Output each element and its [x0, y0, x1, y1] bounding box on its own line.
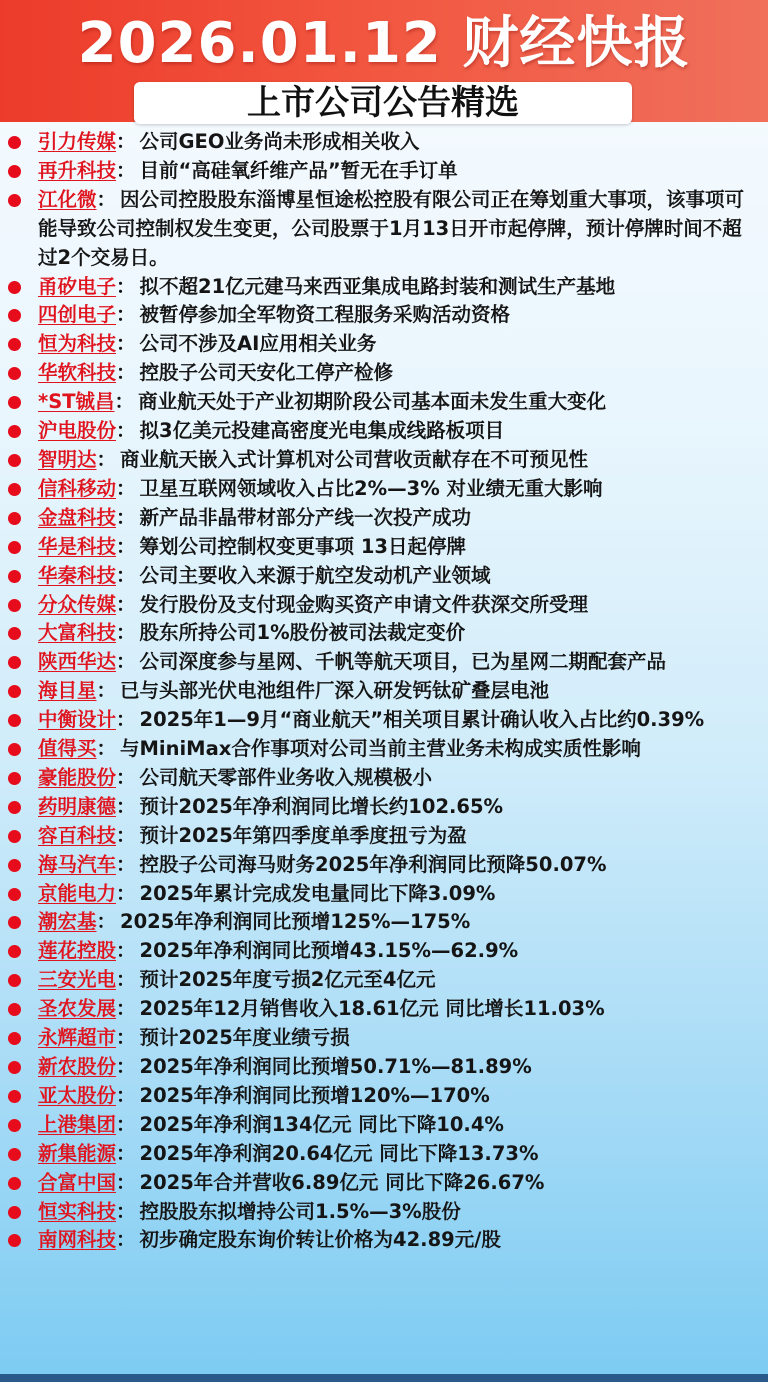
bullet-dot-icon [8, 1177, 21, 1190]
announcement-text: 拟不超21亿元建马来西亚集成电路封装和测试生产基地 [139, 274, 616, 298]
list-item [0, 157, 768, 186]
separator-colon: ： [116, 1112, 136, 1136]
announcement-text: 控股子公司海马财务2025年净利润同比预降50.07% [139, 852, 607, 876]
bullet-dot-icon [8, 541, 21, 554]
list-item [0, 619, 768, 648]
separator-colon: ： [116, 765, 136, 789]
bullet-dot-icon [8, 945, 21, 958]
announcement-text: 公司不涉及AI应用相关业务 [139, 332, 377, 356]
announcement-text: 拟3亿美元投建高密度光电集成线路板项目 [139, 419, 505, 443]
separator-colon: ： [116, 823, 136, 847]
announcement-text: 因公司控股股东淄博星恒途松控股有限公司正在筹划重大事项，该事项可能导致公司控制权发生变更，公司股票于1月13日开市起停牌，预计停牌时间不超过2个交易日。 [38, 187, 745, 269]
announcement-text: 控股股东拟增持公司1.5%—3%股份 [139, 1199, 461, 1223]
company-name: 新集能源 [38, 1141, 117, 1165]
separator-colon: ： [96, 679, 117, 703]
announcement-text: 初步确定股东询价转让价格为42.89元/股 [139, 1228, 501, 1252]
company-name: 信科移动 [38, 476, 117, 500]
announcement-text: 与MiniMax合作事项对公司当前主营业务未构成实质性影响 [120, 737, 641, 761]
company-name: 莲花控股 [38, 939, 117, 963]
list-item [0, 764, 768, 793]
page-title: 2026.01.12 财经快报 [77, 11, 691, 76]
company-name: 金盘科技 [38, 505, 117, 529]
list-item [0, 475, 768, 504]
bullet-dot-icon [8, 1090, 21, 1103]
separator-colon: ： [116, 1170, 136, 1194]
company-name: 再升科技 [38, 158, 117, 182]
company-name: 三安光电 [38, 968, 117, 992]
list-item [0, 822, 768, 851]
bullet-dot-icon [8, 1061, 21, 1074]
list-item [0, 937, 768, 966]
separator-colon: ： [116, 274, 136, 298]
company-name: 永辉超市 [38, 1026, 117, 1050]
bullet-dot-icon [8, 1032, 21, 1045]
announcement-text: 发行股份及支付现金购买资产申请文件获深交所受理 [139, 592, 589, 616]
bullet-dot-icon [8, 1003, 21, 1016]
company-name: 恒实科技 [38, 1199, 117, 1223]
separator-colon: ： [116, 1141, 136, 1165]
company-name: 四创电子 [38, 303, 117, 327]
bullet-dot-icon [8, 512, 21, 525]
announcement-text: 2025年净利润20.64亿元 同比下降13.73% [139, 1141, 539, 1165]
separator-colon: ： [116, 852, 136, 876]
list-item [0, 1082, 768, 1111]
announcement-text: 预计2025年度业绩亏损 [139, 1026, 350, 1050]
bullet-dot-icon [8, 801, 21, 814]
list-item [0, 1053, 768, 1082]
company-name: 潮宏基 [38, 910, 97, 934]
announcement-text: 2025年净利润同比预增120%—170% [139, 1083, 490, 1107]
list-item [0, 1140, 768, 1169]
announcement-text: 商业航天嵌入式计算机对公司营收贡献存在不可预见性 [120, 447, 589, 471]
separator-colon: ： [116, 505, 136, 529]
list-item [0, 966, 768, 995]
company-name: *ST铖昌 [38, 390, 115, 414]
company-name: 上港集团 [38, 1112, 117, 1136]
separator-colon: ： [96, 737, 117, 761]
bullet-dot-icon [8, 396, 21, 409]
company-name: 海马汽车 [38, 852, 117, 876]
company-name: 华秦科技 [38, 563, 117, 587]
announcement-text: 2025年1—9月“商业航天”相关项目累计确认收入占比约0.39% [139, 708, 705, 732]
separator-colon: ： [116, 534, 136, 558]
list-item [0, 591, 768, 620]
list-item [0, 677, 768, 706]
announcement-text: 预计2025年净利润同比增长约102.65% [139, 794, 504, 818]
announcement-text: 已与头部光伏电池组件厂深入研发钙钛矿叠层电池 [120, 679, 550, 703]
bullet-dot-icon [8, 425, 21, 438]
separator-colon: ： [116, 303, 136, 327]
announcement-text: 2025年累计完成发电量同比下降3.09% [139, 881, 496, 905]
bullet-dot-icon [8, 743, 21, 756]
announcement-text: 公司主要收入来源于航空发动机产业领域 [139, 563, 491, 587]
list-item [0, 851, 768, 880]
list-item [0, 908, 768, 937]
list-item [0, 995, 768, 1024]
bullet-dot-icon [8, 859, 21, 872]
list-item [0, 359, 768, 388]
separator-colon: ： [116, 939, 136, 963]
list-item [0, 186, 768, 273]
bullet-dot-icon [8, 916, 21, 929]
announcement-text: 2025年净利润同比预增43.15%—62.9% [139, 939, 519, 963]
company-name: 智明达 [38, 447, 97, 471]
bullet-dot-icon [8, 1206, 21, 1219]
list-item [0, 880, 768, 909]
announcement-text: 商业航天处于产业初期阶段公司基本面未发生重大变化 [138, 390, 607, 414]
separator-colon: ： [116, 592, 136, 616]
company-name: 豪能股份 [38, 765, 117, 789]
list-item [0, 388, 768, 417]
bullet-dot-icon [8, 165, 21, 178]
separator-colon: ： [116, 1199, 136, 1223]
company-name: 圣农发展 [38, 997, 117, 1021]
bullet-dot-icon [8, 772, 21, 785]
company-name: 陕西华达 [38, 650, 117, 674]
bullet-dot-icon [8, 599, 21, 612]
announcement-text: 卫星互联网领域收入占比2%—3% 对业绩无重大影响 [139, 476, 603, 500]
company-name: 中衡设计 [38, 708, 117, 732]
list-item [0, 735, 768, 764]
bullet-dot-icon [8, 656, 21, 669]
separator-colon: ： [116, 621, 136, 645]
separator-colon: ： [116, 563, 136, 587]
announcement-text: 2025年净利润同比预增50.71%—81.89% [139, 1055, 532, 1078]
list-item [0, 417, 768, 446]
separator-colon: ： [116, 476, 136, 500]
separator-colon: ： [116, 1055, 136, 1078]
bullet-dot-icon [8, 136, 21, 149]
list-item [0, 533, 768, 562]
list-item [0, 562, 768, 591]
announcement-text: 控股子公司天安化工停产检修 [139, 361, 394, 385]
company-name: 华软科技 [38, 361, 117, 385]
company-name: 分众传媒 [38, 592, 117, 616]
company-name: 南网科技 [38, 1228, 117, 1252]
separator-colon: ： [116, 361, 136, 385]
announcement-text: 公司深度参与星网、千帆等航天项目，已为星网二期配套产品 [139, 650, 667, 674]
list-item [0, 1226, 768, 1255]
announcement-text: 股东所持公司1%股份被司法裁定变价 [139, 621, 466, 645]
bullet-dot-icon [8, 309, 21, 322]
separator-colon: ： [116, 1026, 136, 1050]
bullet-dot-icon [8, 281, 21, 294]
separator-colon: ： [114, 390, 135, 414]
list-item [0, 301, 768, 330]
company-name: 大富科技 [38, 621, 117, 645]
announcement-list [0, 128, 768, 1255]
bullet-dot-icon [8, 483, 21, 496]
header-banner [0, 0, 768, 122]
bullet-dot-icon [8, 454, 21, 467]
list-item [0, 504, 768, 533]
company-name: 新农股份 [38, 1055, 117, 1078]
announcement-text: 被暂停参加全军物资工程服务采购活动资格 [139, 303, 511, 327]
bullet-dot-icon [8, 685, 21, 698]
company-name: 沪电股份 [38, 419, 117, 443]
list-item [0, 1111, 768, 1140]
separator-colon: ： [96, 910, 117, 934]
separator-colon: ： [96, 187, 117, 211]
bullet-dot-icon [8, 570, 21, 583]
announcement-text: 筹划公司控制权变更事项 13日起停牌 [139, 534, 466, 558]
company-name: 京能电力 [38, 881, 117, 905]
announcement-text: 预计2025年第四季度单季度扭亏为盈 [139, 823, 467, 847]
company-name: 药明康德 [38, 794, 117, 818]
announcement-text: 2025年合并营收6.89亿元 同比下降26.67% [139, 1170, 545, 1194]
separator-colon: ： [116, 158, 136, 182]
company-name: 华是科技 [38, 534, 117, 558]
bullet-dot-icon [8, 1234, 21, 1247]
announcement-text: 公司航天零部件业务收入规模极小 [139, 765, 433, 789]
announcement-text: 2025年净利润134亿元 同比下降10.4% [139, 1112, 504, 1136]
separator-colon: ： [116, 708, 136, 732]
separator-colon: ： [116, 997, 136, 1021]
separator-colon: ： [116, 650, 136, 674]
page-subtitle: 上市公司公告精选 [134, 82, 632, 124]
separator-colon: ： [116, 1083, 136, 1107]
company-name: 容百科技 [38, 823, 117, 847]
bullet-dot-icon [8, 367, 21, 380]
list-item [0, 446, 768, 475]
bullet-dot-icon [8, 830, 21, 843]
list-item [0, 1169, 768, 1198]
bullet-dot-icon [8, 714, 21, 727]
company-name: 合富中国 [38, 1170, 117, 1194]
bullet-dot-icon [8, 627, 21, 640]
list-item [0, 648, 768, 677]
company-name: 海目星 [38, 679, 97, 703]
footer-bar [0, 1374, 768, 1382]
separator-colon: ： [96, 447, 117, 471]
bullet-dot-icon [8, 974, 21, 987]
announcement-text: 新产品非晶带材部分产线一次投产成功 [139, 505, 472, 529]
bullet-dot-icon [8, 888, 21, 901]
separator-colon: ： [116, 794, 136, 818]
announcement-text: 2025年净利润同比预增125%—175% [120, 910, 471, 934]
bullet-dot-icon [8, 1148, 21, 1161]
company-name: 江化微 [38, 187, 97, 211]
company-name: 值得买 [38, 737, 97, 761]
list-item [0, 1024, 768, 1053]
announcement-text: 预计2025年度亏损2亿元至4亿元 [139, 968, 436, 992]
separator-colon: ： [116, 332, 136, 356]
list-item [0, 273, 768, 302]
bullet-dot-icon [8, 194, 21, 207]
separator-colon: ： [116, 881, 136, 905]
separator-colon: ： [116, 968, 136, 992]
list-item [0, 330, 768, 359]
separator-colon: ： [116, 419, 136, 443]
announcement-text: 2025年12月销售收入18.61亿元 同比增长11.03% [139, 997, 605, 1021]
bullet-dot-icon [8, 1119, 21, 1132]
separator-colon: ： [116, 130, 136, 153]
company-name: 甬矽电子 [38, 274, 117, 298]
bullet-dot-icon [8, 338, 21, 351]
company-name: 亚太股份 [38, 1083, 117, 1107]
list-item [0, 1198, 768, 1227]
company-name: 恒为科技 [38, 332, 117, 356]
announcement-text: 公司GEO业务尚未形成相关收入 [139, 130, 420, 153]
company-name: 引力传媒 [38, 130, 117, 153]
announcement-text: 目前“高硅氧纤维产品”暂无在手订单 [139, 158, 458, 182]
list-item [0, 706, 768, 735]
list-item [0, 793, 768, 822]
separator-colon: ： [116, 1228, 136, 1252]
list-item [0, 128, 768, 157]
